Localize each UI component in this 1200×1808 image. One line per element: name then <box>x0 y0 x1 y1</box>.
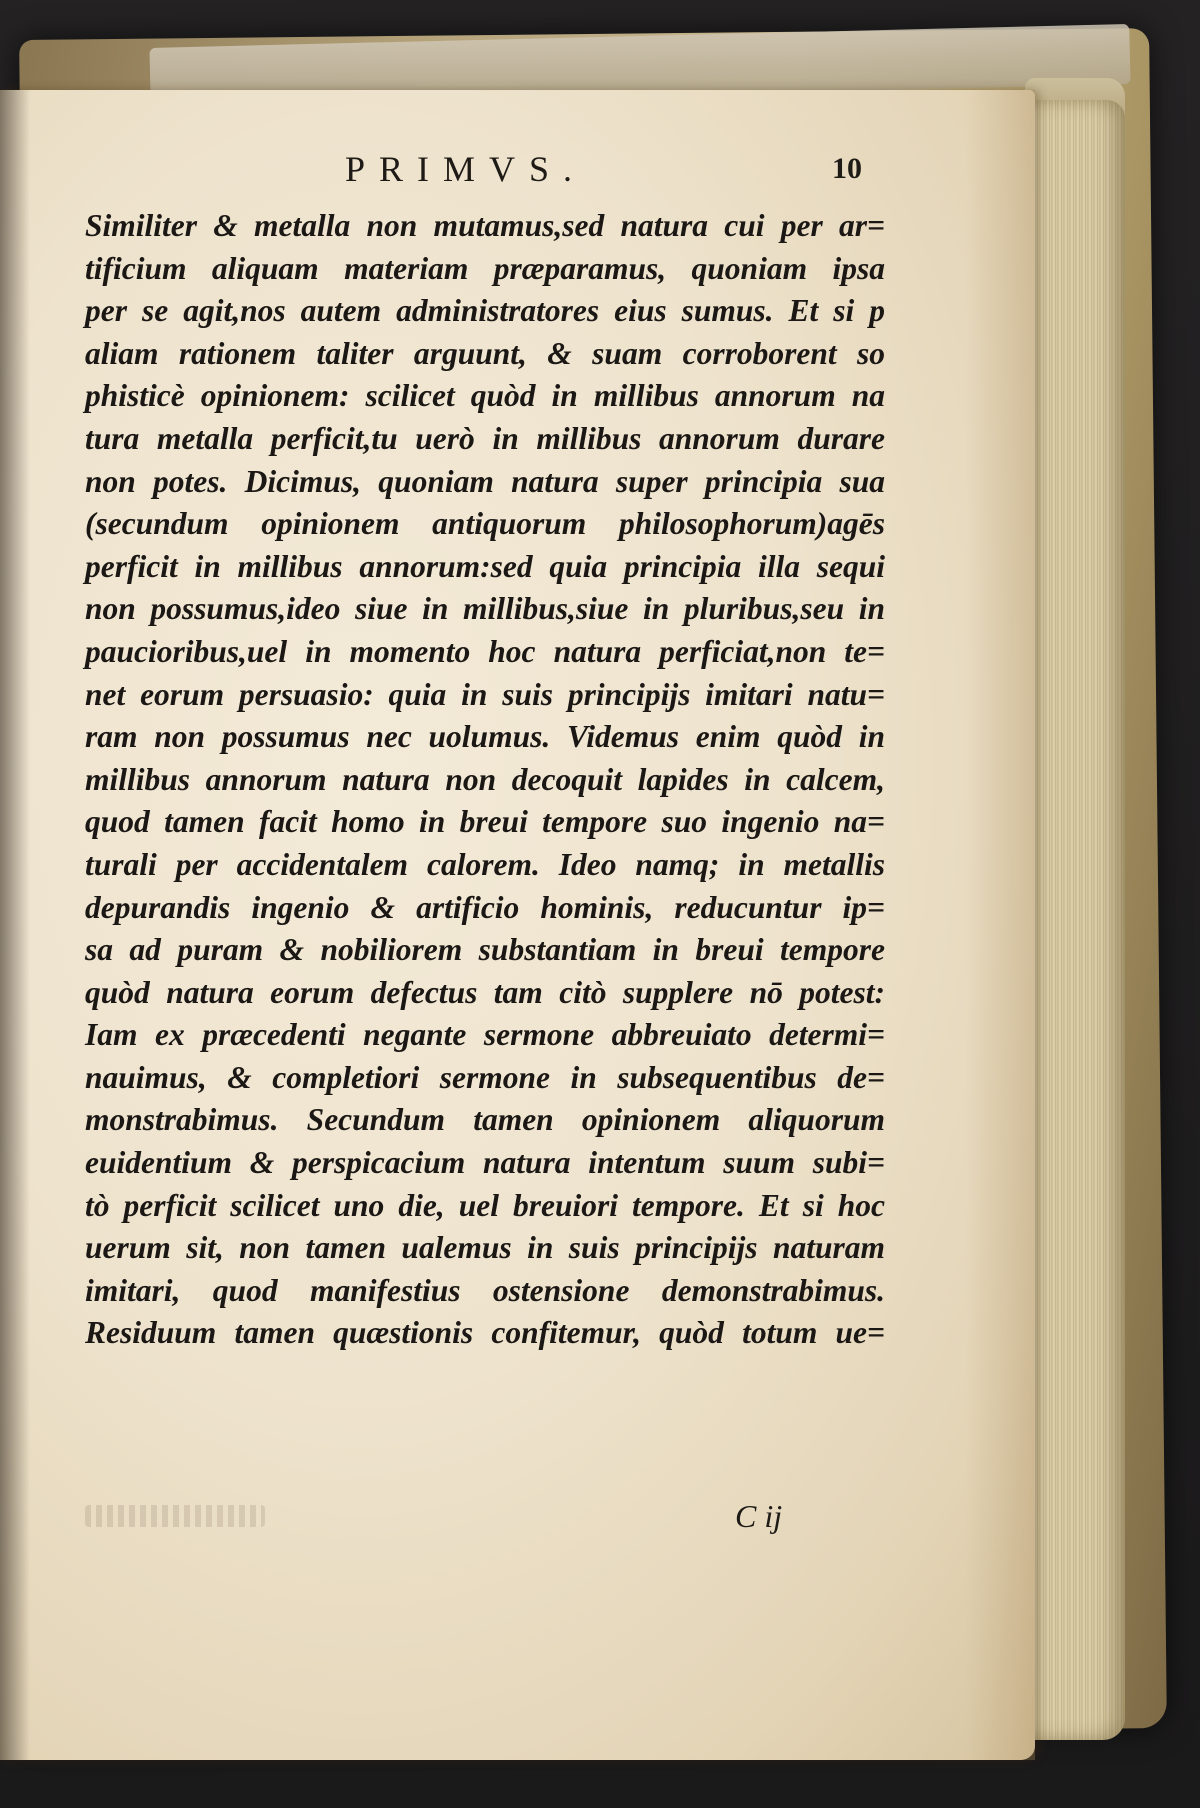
text-line: quod tamen facit homo in breui tempore suo ingenio na= <box>85 804 885 840</box>
text-line: non possumus,ideo siue in millibus,siue in pluribus,seu in <box>85 591 885 627</box>
text-line: euidentium & perspicacium natura intentum suum subi= <box>85 1145 885 1181</box>
text-line: quòd natura eorum defectus tam citò supplere nō potest: <box>85 974 885 1010</box>
text-line: sa ad puram & nobiliorem substantiam in breui tempore <box>85 932 885 968</box>
text-line: (secundum opinionem antiquorum philosophorum)agēs <box>85 506 885 542</box>
text-line: Similiter & metalla non mutamus,sed natura cui per ar= <box>85 208 885 243</box>
signature-mark: C ij <box>735 1498 783 1534</box>
text-line: turali per accidentalem calorem. Ideo namq; in metallis <box>85 846 885 882</box>
text-line: aliam rationem taliter arguunt, & suam corroborent so <box>85 335 885 371</box>
text-line: net eorum persuasio: quia in suis principijs imitari natu= <box>85 676 885 712</box>
folio-number: 10 <box>832 152 862 185</box>
page-block-edges <box>1020 100 1125 1740</box>
text-line: non potes. Dicimus, quoniam natura super principia sua <box>85 463 885 499</box>
signature-line <box>85 1498 885 1538</box>
text-line: imitari, quod manifestius ostensione demonstrabimus. <box>85 1272 885 1308</box>
text-line: monstrabimus. Secundum tamen opinionem aliquorum <box>85 1102 885 1138</box>
text-line: ram non possumus nec uolumus. Videmus enim quòd in <box>85 719 885 755</box>
gutter-shadow <box>0 90 30 1760</box>
text-block <box>85 205 885 1355</box>
running-head: PRIMVS. <box>345 149 587 189</box>
text-line: phisticè opinionem: scilicet quòd in millibus annorum na <box>85 378 885 414</box>
text-line: tificium aliquam materiam præparamus, quoniam ipsa <box>85 250 885 286</box>
text-line: Iam ex præcedenti negante sermone abbreuiato determi= <box>85 1017 885 1053</box>
text-line: uerum sit, non tamen ualemus in suis principijs naturam <box>85 1230 885 1266</box>
text-line: tura metalla perficit,tu uerò in millibus annorum durare <box>85 420 885 456</box>
text-line: depurandis ingenio & artificio hominis, reducuntur ip= <box>85 889 885 925</box>
text-line: nauimus, & completiori sermone in subsequentibus de= <box>85 1059 885 1095</box>
text-line: perficit in millibus annorum:sed quia principia illa sequi <box>85 548 885 584</box>
text-line: Residuum tamen quæstionis confitemur, quòd totum ue= <box>85 1315 885 1351</box>
text-line: paucioribus,uel in momento hoc natura perficiat,non te= <box>85 633 885 669</box>
text-line: per se agit,nos autem administratores eius sumus. Et si p <box>85 293 885 329</box>
page-header <box>0 148 1035 198</box>
text-line: tò perficit scilicet uno die, uel breuiori tempore. Et si hoc <box>85 1187 885 1223</box>
text-line: millibus annorum natura non decoquit lapides in calcem, <box>85 761 885 797</box>
